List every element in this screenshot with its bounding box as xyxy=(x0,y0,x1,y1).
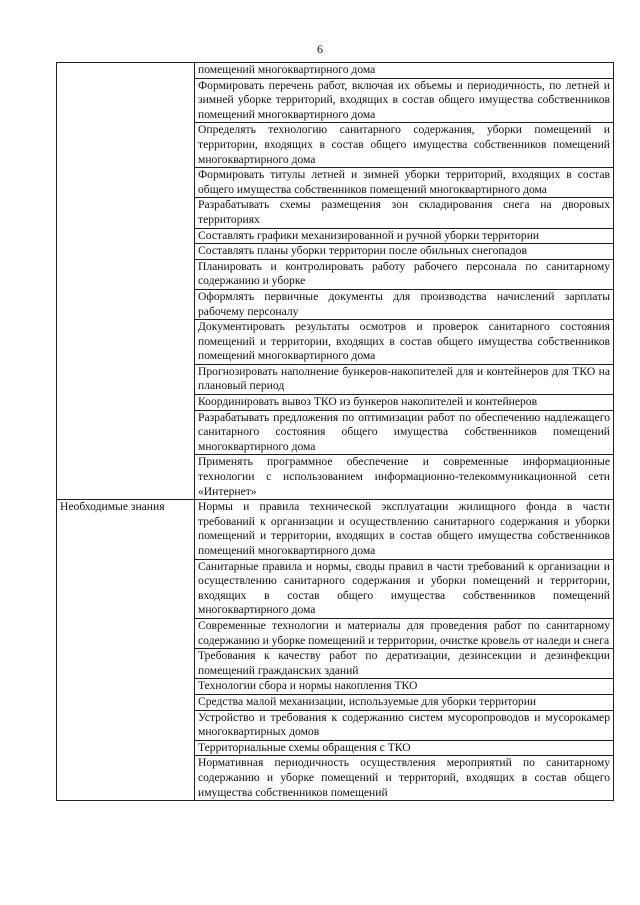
table-cell: Технологии сбора и нормы накопления ТКО xyxy=(195,679,614,695)
section-label: Необходимые знания xyxy=(57,500,195,801)
table-cell: Формировать перечень работ, включая их объемы и периодичность, по летней и зимней уборке территорий, входящих в состав общего имущества собственников помещений многоквартирного дома xyxy=(195,78,614,123)
table-cell: Составлять графики механизированной и ручной уборки территории xyxy=(195,228,614,244)
competency-table-body xyxy=(57,63,614,801)
table-cell: Составлять планы уборки территории после обильных снегопадов xyxy=(195,244,614,260)
table-cell: Координировать вывоз ТКО из бункеров накопителей и контейнеров xyxy=(195,395,614,411)
table-cell: Применять программное обеспечение и современные информационные технологии с использованием информационно-телекоммуникационной сети «Интернет» xyxy=(195,455,614,500)
table-cell: Нормативная периодичность осуществления мероприятий по санитарному содержанию и уборке помещений и территорий, входящих в состав общего имущества собственников помещений xyxy=(195,756,614,801)
table-cell: Разрабатывать схемы размещения зон складирования снега на дворовых территориях xyxy=(195,198,614,228)
table-cell: помещений многоквартирного дома xyxy=(195,63,614,79)
competency-table xyxy=(56,62,614,801)
table-cell: Территориальные схемы обращения с ТКО xyxy=(195,740,614,756)
table-cell: Требования к качеству работ по дератизации, дезинсекции и дезинфекции помещений гражданских зданий xyxy=(195,649,614,679)
table-cell: Устройство и требования к содержанию систем мусоропроводов и мусорокамер многоквартирных домов xyxy=(195,710,614,740)
section-label xyxy=(57,63,195,500)
table-row xyxy=(57,63,614,79)
table-cell: Планировать и контролировать работу рабочего персонала по санитарному содержанию и уборке xyxy=(195,259,614,289)
table-cell: Определять технологию санитарного содержания, уборки помещений и территории, входящих в состав общего имущества собственников помещений многоквартирного дома xyxy=(195,123,614,168)
page-number: 6 xyxy=(317,42,323,56)
table-cell: Оформлять первичные документы для производства начислений зарплаты рабочему персоналу xyxy=(195,289,614,319)
table-cell: Средства малой механизации, используемые для уборки территории xyxy=(195,694,614,710)
table-cell: Современные технологии и материалы для проведения работ по санитарному содержанию и уборке помещений и территории, очистке кровель от наледи и снега xyxy=(195,618,614,648)
table-row xyxy=(57,500,614,559)
table-cell: Документировать результаты осмотров и проверок санитарного состояния помещений и территории, входящих в состав общего имущества собственников помещений многоквартирного дома xyxy=(195,320,614,365)
table-cell: Прогнозировать наполнение бункеров-накопителей для и контейнеров для ТКО на плановый период xyxy=(195,364,614,394)
table-cell: Нормы и правила технической эксплуатации жилищного фонда в части требований к организации и осуществлению санитарного содержания и уборки помещений и территории, входящих в состав общего имущества собственников помещений многоквартирного дома xyxy=(195,500,614,559)
table-cell: Формировать титулы летней и зимней уборки территорий, входящих в состав общего имущества собственников помещений многоквартирного дома xyxy=(195,168,614,198)
table-cell: Санитарные правила и нормы, своды правил в части требований к организации и осуществлению санитарного содержания и уборки помещений и территории, входящих в состав общего имущества собственников помещений многоквартирного дома xyxy=(195,559,614,618)
table-cell: Разрабатывать предложения по оптимизации работ по обеспечению надлежащего санитарного состояния общего имущества собственников помещений многоквартирного дома xyxy=(195,410,614,455)
